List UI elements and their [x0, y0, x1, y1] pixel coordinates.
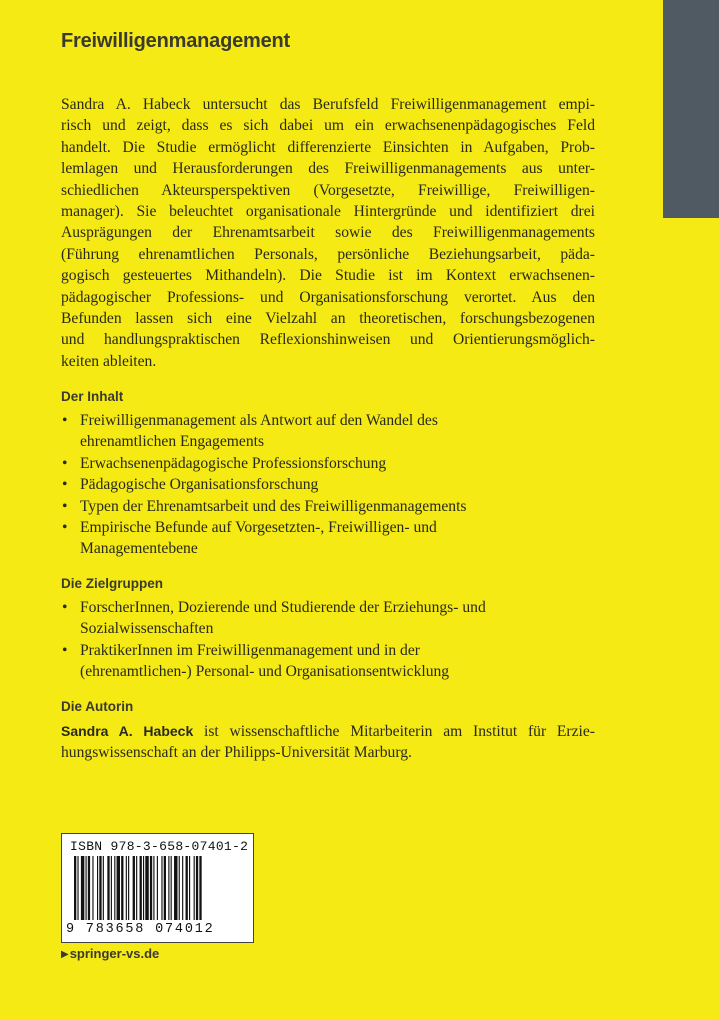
barcode-bar: [168, 856, 169, 920]
barcode-bar: [140, 856, 142, 920]
barcode-bar: [179, 856, 180, 920]
intro-line: lemlagen und Herausforderungen des Freiwilligenmanagements aus unter-: [61, 160, 595, 178]
intro-line: risch und zeigt, dass es sich dabei um ein erwachsenenpädagogisches Feld: [61, 117, 595, 135]
list-item-text: ForscherInnen, Dozierende und Studierende der Erziehungs- und: [80, 599, 486, 616]
heading-zielgruppen: Die Zielgruppen: [61, 576, 164, 591]
intro-line: Befunden lassen sich eine Vielzahl an theoretischen, forschungsbezogenen: [61, 310, 595, 328]
list-item-text: Erwachsenenpädagogische Professionsforschung: [80, 454, 387, 472]
heading-inhalt: Der Inhalt: [61, 389, 124, 404]
bullet-icon: •: [62, 599, 68, 616]
barcode-bar: [99, 856, 101, 920]
barcode-bar: [150, 856, 152, 920]
intro-line: manager). Sie beleuchtet organisationale Hintergründe und identifiziert drei: [61, 203, 595, 221]
barcode-bars: [74, 856, 242, 920]
list-item: [61, 597, 601, 640]
barcode-bar: [189, 856, 190, 920]
list-item-text: Freiwilligenmanagement als Antwort auf den Wandel des: [80, 412, 438, 429]
barcode-bar: [81, 856, 84, 920]
barcode-bar: [117, 856, 120, 920]
barcode-bar: [92, 856, 93, 920]
zielgruppen-list: [61, 597, 601, 683]
bullet-icon: •: [62, 519, 68, 537]
barcode-bar: [107, 856, 109, 920]
barcode-bar: [114, 856, 115, 920]
list-item: [61, 453, 601, 474]
side-tab: [663, 0, 719, 218]
book-title: Freiwilligenmanagement: [61, 30, 290, 52]
barcode-bar: [194, 856, 195, 920]
author-bio-text: ist wissenschaftliche Mitarbeiterin am Institut für Erzie-: [193, 723, 595, 740]
author-bio-line: [61, 721, 595, 742]
intro-line: Ausprägungen der Ehrenamtsarbeit sowie des Freiwilligenmanagements: [61, 224, 595, 242]
isbn-digits: 9 783658 074012: [66, 922, 215, 937]
list-item-text: Pädagogische Organisationsforschung: [80, 476, 319, 494]
list-item: [61, 474, 601, 495]
list-item-text: Managementebene: [80, 540, 198, 558]
barcode-bar: [121, 856, 123, 920]
barcode-bar: [103, 856, 104, 920]
barcode-bar: [74, 856, 76, 920]
intro-line: und handlungspraktischen Reflexionshinweisen und Orientierungsmöglich-: [61, 331, 595, 349]
barcode-bar: [88, 856, 90, 920]
barcode-bar: [111, 856, 112, 920]
barcode-bar: [174, 856, 177, 920]
barcode-bar: [196, 856, 198, 920]
list-item-text: (ehrenamtlichen-) Personal- und Organisationsentwicklung: [80, 663, 450, 681]
intro-line: (Führung ehrenamtlichen Personals, persönliche Beziehungsarbeit, päda-: [61, 245, 595, 263]
author-name: Sandra A. Habeck: [61, 723, 194, 739]
isbn-label: ISBN 978-3-658-07401-2: [70, 839, 249, 854]
barcode-bar: [86, 856, 87, 920]
heading-autorin: Die Autorin: [61, 699, 134, 714]
list-item-text: PraktikerInnen im Freiwilligenmanagement und in der: [80, 641, 420, 659]
barcode-bar: [145, 856, 148, 920]
intro-line: pädagogischer Professions- und Organisationsforschung verortet. Aus den: [61, 288, 595, 306]
barcode-bar: [143, 856, 144, 920]
bullet-icon: •: [62, 641, 68, 659]
intro-line: Sandra A. Habeck untersucht das Berufsfeld Freiwilligenmanagement empi-: [61, 96, 595, 113]
barcode-bar: [164, 856, 166, 920]
barcode-bar: [171, 856, 172, 920]
arrow-right-icon: ▶: [61, 949, 69, 960]
intro-paragraph: [61, 94, 595, 372]
intro-line: gogisch gesteuertes Mithandeln). Die Studie ist im Kontext erwachsenen-: [61, 267, 595, 285]
list-item: [61, 640, 601, 683]
author-bio-text: hungswissenschaft an der Philipps-Universität Marburg.: [61, 744, 412, 762]
barcode-bar: [136, 856, 137, 920]
barcode-bar: [199, 856, 201, 920]
barcode-bar: [157, 856, 158, 920]
barcode-bar: [128, 856, 129, 920]
list-item: [61, 496, 601, 517]
isbn-barcode: [61, 833, 254, 943]
intro-line: keiten ableiten.: [61, 352, 157, 370]
barcode-bar: [77, 856, 78, 920]
barcode-bar: [186, 856, 188, 920]
publisher-url-text: springer-vs.de: [69, 946, 160, 961]
inhalt-list: [61, 410, 601, 560]
barcode-bar: [133, 856, 135, 920]
list-item-text: Sozialwissenschaften: [80, 620, 214, 638]
intro-line: handelt. Die Studie ermöglicht differenzierte Einsichten in Aufgaben, Prob-: [61, 138, 595, 156]
list-item: [61, 410, 601, 453]
publisher-url[interactable]: [61, 946, 159, 961]
bullet-icon: •: [62, 497, 68, 515]
barcode-bar: [153, 856, 154, 920]
bullet-icon: •: [62, 454, 68, 472]
bullet-icon: •: [62, 412, 68, 429]
list-item-text: Empirische Befunde auf Vorgesetzten-, Freiwilligen- und: [80, 519, 437, 537]
list-item-text: Typen der Ehrenamtsarbeit und des Freiwilligenmanagements: [80, 497, 467, 515]
barcode-bar: [182, 856, 183, 920]
bullet-icon: •: [62, 476, 68, 494]
author-bio: [61, 721, 595, 764]
list-item-text: ehrenamtlichen Engagements: [80, 433, 265, 451]
barcode-bar: [126, 856, 127, 920]
intro-line: schiedlichen Akteursperspektiven (Vorgesetzte, Freiwillige, Freiwilligen-: [61, 181, 595, 199]
list-item: [61, 517, 601, 560]
barcode-bar: [161, 856, 162, 920]
barcode-bar: [97, 856, 98, 920]
